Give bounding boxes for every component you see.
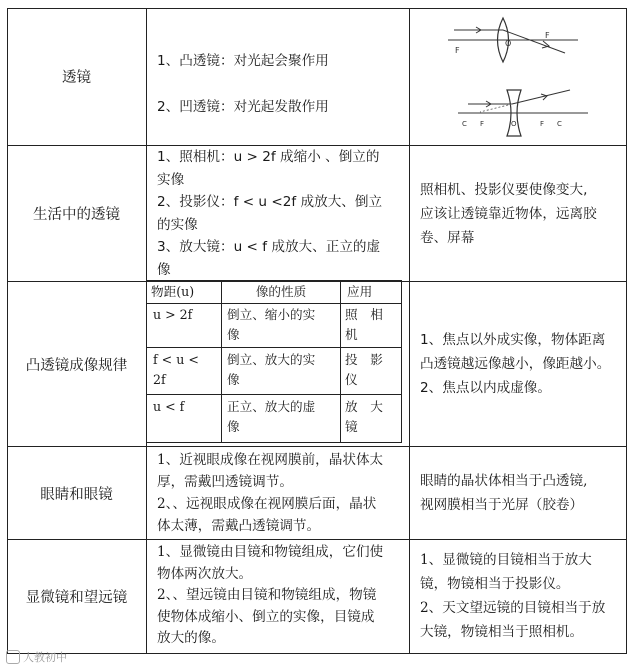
topic-cell-eyes-glasses <box>7 447 146 539</box>
app-line: 镜 <box>345 419 358 434</box>
note-cell-eyes-glasses <box>410 447 626 539</box>
note-cell-microscope-telescope <box>410 540 626 652</box>
topic-label: 显微镜和望远镜 <box>25 589 128 606</box>
header-distance: 物距(u) <box>151 284 195 299</box>
nature-line: 像 <box>227 419 240 434</box>
note-line: 2、天文望远镜的目镜相当于放 <box>420 600 606 616</box>
text-line: 1、照相机：u > 2f 成缩小 、倒立的 <box>157 149 380 165</box>
row-divider <box>147 347 401 348</box>
distance-value: u < f <box>153 399 185 414</box>
point-label: C <box>462 120 467 128</box>
text-line: 1、显微镜由目镜和物镜组成，它们使 <box>157 544 384 560</box>
text-line: 厚，需戴凹透镜调节。 <box>157 474 293 490</box>
focus-label: F <box>545 31 550 40</box>
focus-label: F <box>455 46 460 55</box>
chat-bubble-icon <box>6 650 20 664</box>
imaging-rules-table <box>146 280 402 443</box>
lens-ray-diagrams <box>410 8 626 145</box>
note-line: 2、焦点以内成虚像。 <box>420 380 551 396</box>
focus-label: F <box>480 120 485 128</box>
nature-line: 正立、放大的虚 <box>227 399 316 414</box>
note-line: 镜，物镜相当于投影仪。 <box>420 576 570 592</box>
text-line: 2、、远视眼成像在视网膜后面，晶状 <box>157 496 377 512</box>
text-line: 放大的像。 <box>157 630 225 646</box>
note-line: 眼睛的晶状体相当于凸透镜, <box>420 473 588 489</box>
watermark-text: 人教初中 <box>23 651 67 664</box>
text-line: 像 <box>157 261 171 278</box>
content-cell-microscope-telescope <box>147 540 409 652</box>
app-line: 照 相 <box>345 307 383 322</box>
topic-label: 眼睛和眼镜 <box>40 486 113 503</box>
topic-cell-microscope-telescope <box>7 540 146 652</box>
header-image-nature: 像的性质 <box>255 284 307 299</box>
application <box>345 350 399 390</box>
note-line: 1、显微镜的目镜相当于放大 <box>420 552 592 568</box>
row-divider <box>147 394 401 395</box>
text-line: 体太薄，需戴凸透镜调节。 <box>157 518 321 534</box>
app-line: 仪 <box>345 372 358 387</box>
topic-label: 透镜 <box>62 70 91 86</box>
content-cell-lenses-in-life <box>147 146 409 281</box>
note-line: 凸透镜越远像越小，像距越小。 <box>420 356 611 372</box>
note-line: 视网膜相当于光屏（胶卷） <box>420 497 584 513</box>
distance-value: 2f <box>153 372 166 387</box>
text-line: 的实像 <box>157 216 198 233</box>
row-divider <box>147 303 401 304</box>
nature-line: 像 <box>227 327 240 342</box>
distance-value: f < u < <box>153 352 199 367</box>
text-line: 使物体成缩小、倒立的实像，目镜成 <box>157 608 375 625</box>
focus-label: F <box>540 120 545 128</box>
topic-label: 生活中的透镜 <box>33 207 120 223</box>
column-divider <box>221 281 222 442</box>
image-nature <box>227 397 339 437</box>
note-line: 卷、屏幕 <box>420 229 475 246</box>
text-line: 1、近视眼成像在视网膜前，晶状体太 <box>157 452 384 468</box>
text-line: 1、凸透镜：对光起会聚作用 <box>157 53 329 69</box>
nature-line: 像 <box>227 372 240 387</box>
text-line: 3、放大镜：u < f 成放大、正立的虚 <box>157 239 381 255</box>
nature-line: 倒立、放大的实 <box>227 352 316 367</box>
topic-label: 凸透镜成像规律 <box>25 357 128 374</box>
header-application: 应用 <box>347 284 373 299</box>
note-line: 照相机、投影仪要使像变大, <box>420 181 588 198</box>
text-line: 2、、望远镜由目镜和物镜组成，物镜 <box>157 587 377 603</box>
lens-diagram-cell <box>410 8 626 145</box>
nature-line: 倒立、缩小的实 <box>227 307 316 322</box>
image-nature <box>227 305 339 345</box>
distance-value: u > 2f <box>153 307 193 322</box>
image-nature <box>227 350 339 390</box>
content-cell-lenses <box>147 8 409 145</box>
topic-cell-imaging-rules <box>7 282 146 446</box>
app-line: 机 <box>345 327 358 342</box>
text-line: 2、凹透镜：对光起发散作用 <box>157 99 329 115</box>
text-line: 实像 <box>157 171 185 188</box>
topic-cell-lenses <box>7 8 146 145</box>
concave-lens-diagram <box>458 90 588 136</box>
text-line: 2、投影仪：f < u <2f 成放大、倒立 <box>157 194 383 210</box>
watermark <box>6 649 67 665</box>
application <box>345 397 399 437</box>
note-line: 1、焦点以外成实像，物体距离 <box>420 332 606 348</box>
content-cell-eyes-glasses <box>147 447 409 539</box>
column-divider <box>340 281 341 442</box>
text-line: 物体两次放大。 <box>157 565 253 582</box>
note-cell-imaging-rules <box>410 282 626 446</box>
table-row <box>153 350 221 390</box>
app-line: 投 影 <box>345 352 383 367</box>
note-line: 应该让透镜靠近物体，远离胶 <box>420 205 597 222</box>
table-row <box>153 397 221 417</box>
topic-cell-lenses-in-life <box>7 146 146 281</box>
note-line: 大镜，物镜相当于照相机。 <box>420 624 584 640</box>
convex-lens-diagram <box>448 18 578 62</box>
application <box>345 305 399 345</box>
center-label: O <box>511 120 517 128</box>
table-row <box>153 305 221 325</box>
app-line: 放 大 <box>345 399 383 414</box>
note-cell-lenses-in-life <box>410 146 626 281</box>
point-label: C <box>557 120 562 128</box>
center-label: O <box>505 39 512 48</box>
